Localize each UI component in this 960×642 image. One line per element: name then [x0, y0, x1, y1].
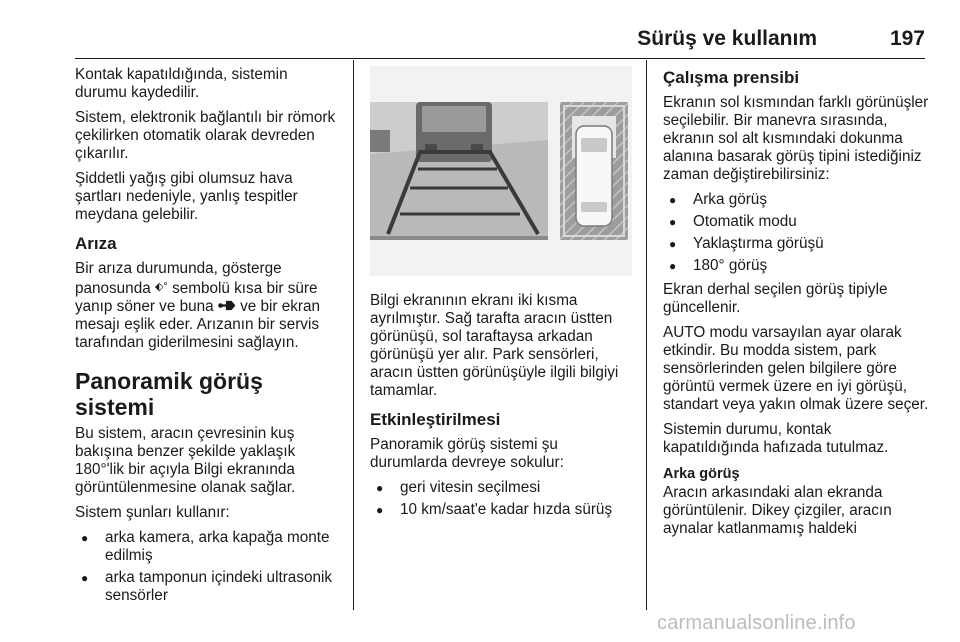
list-view-types [663, 191, 931, 275]
heading-operating-principle: Çalışma prensibi [663, 68, 800, 87]
paragraph-operating-principle: Ekranın sol kısmından farklı görünüşler seçilebilir. Bir manevra sırasında, ekranın sol alt kısmındaki dokunma alanına basarak görüş tipini istediğiniz zaman değiştirebilirsiniz: [663, 94, 929, 183]
column-middle [370, 66, 632, 525]
paragraph-fault [75, 260, 343, 352]
parked-car-left [370, 130, 390, 152]
paragraph-trailer: Sistem, elektronik bağlantılı bir römork çekilirken otomatik olarak devreden çıkarılır. [75, 109, 336, 162]
list-item: ● arka kamera, arka kapağa monte edilmiş [75, 529, 343, 565]
list-item: ● Arka görüş [663, 191, 931, 209]
page-number: 197 [889, 27, 925, 50]
list-item: ● 10 km/saat'e kadar hızda sürüş [370, 501, 632, 519]
paragraph-ignition-state: Kontak kapatıldığında, sistemin durumu kaydedilir. [75, 66, 288, 101]
page-header [75, 26, 925, 59]
column-divider-right [646, 60, 647, 610]
paragraph-system-uses: Sistem şunları kullanır: [75, 504, 230, 521]
rear-view-bottom-edge [370, 236, 548, 240]
paragraph-activation: Panoramik görüş sistemi şu durumlarda devreye sokulur: [370, 436, 564, 471]
heading-panoramic-system: Panoramik görüş sistemi [75, 368, 263, 420]
paragraph-display-update: Ekran derhal seçilen görüş tipiyle güncellenir. [663, 281, 888, 316]
fault-text-b: sembolü kısa bir süre yanıp söner ve buna [75, 280, 318, 315]
top-view-car-rear-window [581, 202, 607, 212]
column-right [663, 66, 931, 545]
list-system-components [75, 529, 343, 605]
heading-rear-view: Arka görüş [663, 466, 740, 482]
paragraph-memory: Sistemin durumu, kontak kapatıldığında hafızada tutulmaz. [663, 421, 889, 456]
vehicle-rear-window [422, 106, 486, 132]
figure-caption: Bilgi ekranının ekranı iki kısma ayrılmıştır. Sağ tarafta aracın üstten görünüşü, sol taraftaysa arkadan görünüşü yer alır. Park sensörleri, aracın üstten görünüşüyle ilgili bilgiyi tamamlar. [370, 292, 619, 399]
wrench-icon [218, 298, 236, 315]
section-title: Sürüş ve kullanım [637, 27, 817, 50]
list-item: ● Otomatik modu [663, 213, 931, 231]
list-item: ● 180° görüş [663, 257, 931, 275]
list-activation-conditions [370, 479, 632, 519]
list-item: ● Yaklaştırma görüşü [663, 235, 931, 253]
camera-symbol-icon: ⬖° [154, 281, 168, 293]
heading-activation: Etkinleştirilmesi [370, 410, 501, 429]
heading-fault: Arıza [75, 234, 117, 253]
list-item: ● geri vitesin seçilmesi [370, 479, 632, 497]
top-view-car-window [581, 138, 607, 152]
panoramic-view-display-illustration [370, 66, 632, 276]
fault-text-a: Bir arıza durumunda, gösterge panosunda [75, 260, 282, 297]
column-left [75, 66, 343, 611]
paragraph-rear-view: Aracın arkasındaki alan ekranda görüntülenir. Dikey çizgiler, aracın aynalar katlanmamış haldeki [663, 484, 892, 537]
paragraph-weather: Şiddetli yağış gibi olumsuz hava şartları nedeniyle, yanlış tespitler meydana gelebilir. [75, 170, 298, 223]
column-divider-left [353, 60, 354, 610]
fault-text-c: ve bir ekran mesajı eşlik eder. Arızanın bir servis tarafından giderilmesini sağlayın. [75, 298, 321, 351]
paragraph-auto-mode: AUTO modu varsayılan ayar olarak etkindir. Bu modda sistem, park sensörlerinden gelen bilgilere göre görüntü vermek üzere en iyi görüşü, standart veya yakın olmak üzere seçer. [663, 324, 929, 413]
list-item: ● arka tamponun içindeki ultrasonik sensörler [75, 569, 343, 605]
watermark-text: carmanualsonline.info [657, 612, 856, 634]
paragraph-system-description: Bu sistem, aracın çevresinin kuş bakışına benzer şekilde yaklaşık 180°'lik bir açıyla Bilgi ekranında görüntülenmesine olanak sağlar. [75, 425, 296, 496]
